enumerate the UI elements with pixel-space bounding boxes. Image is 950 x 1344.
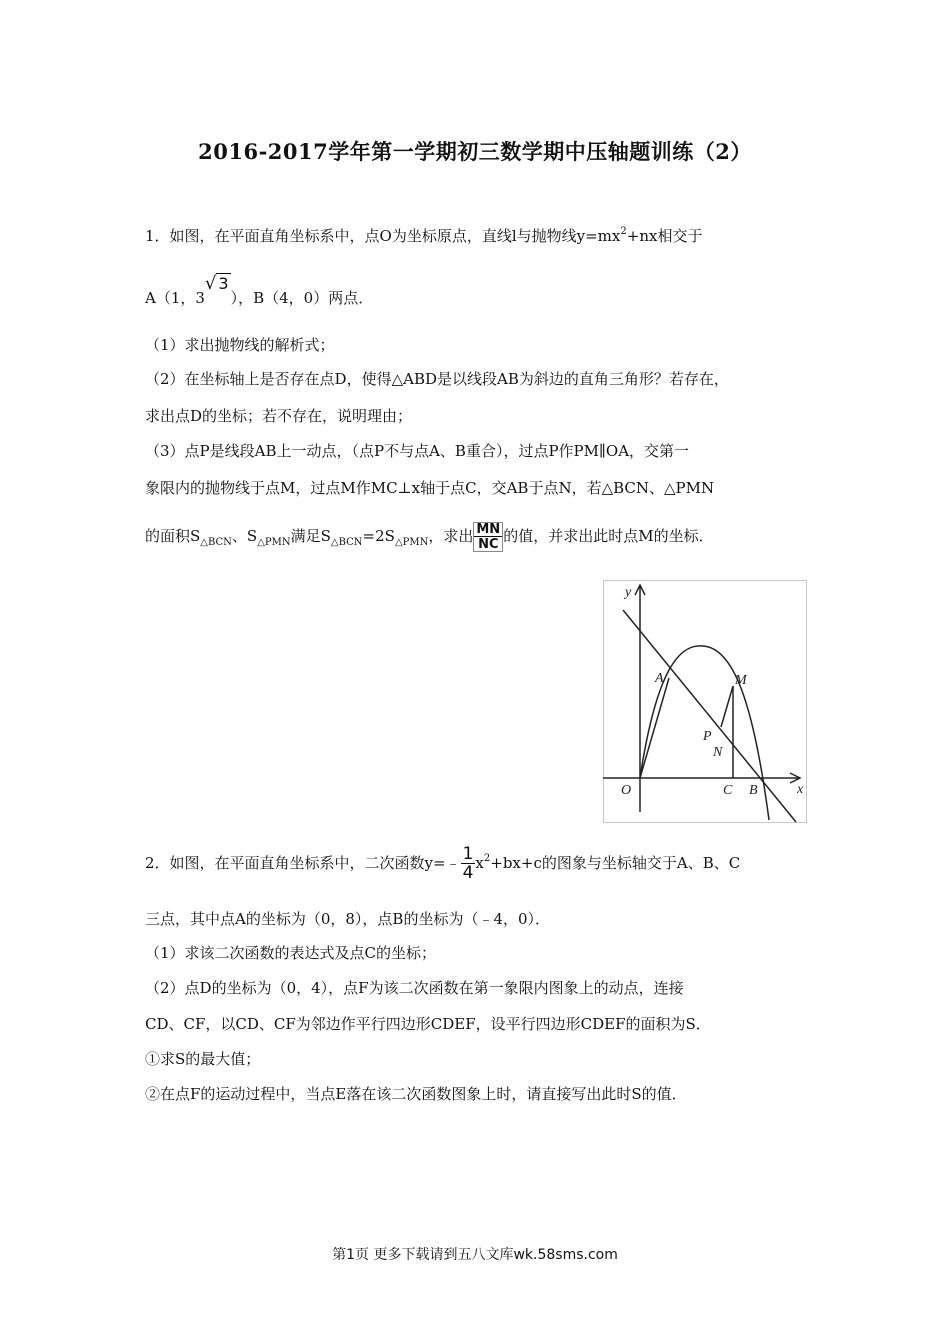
q2-line-1 — [145, 846, 740, 882]
q2-sub-2: ②在点F的运动过程中，当点E落在该二次函数图象上时，请直接写出此时S的值． — [145, 1085, 687, 1103]
q1-p3-text-6: 的值，并求出此时点M的坐标． — [503, 527, 714, 545]
label-p: P — [703, 729, 712, 744]
q1-part-3-line-3 — [145, 522, 714, 552]
q1-line1-exponent: 2 — [620, 226, 627, 237]
sqrt-radicand: 3 — [218, 274, 229, 293]
q1-p3-text-1: 的面积S — [145, 527, 201, 545]
sqrt-symbol: √ — [204, 273, 217, 294]
q1-p3-sub-2: △PMN — [257, 537, 291, 548]
fraction-numerator: MN — [476, 522, 501, 537]
q1-part-3-line-1: （3）点P是线段AB上一动点，（点P不与点A、B重合），过点P作PM∥OA，交第一 — [145, 442, 690, 460]
sqrt-three — [205, 273, 231, 294]
figure-frame — [604, 581, 807, 823]
q2-part-2-line-1: （2）点D的坐标为（0，4），点F为该二次函数在第一象限内图象上的动点，连接 — [145, 979, 684, 997]
q2-part-1: （1）求该二次函数的表达式及点C的坐标； — [145, 944, 437, 962]
label-m: M — [735, 673, 747, 688]
fraction-denominator: NC — [474, 536, 502, 551]
page-footer: 第1页 更多下载请到五八文库wk.58sms.com — [332, 1247, 618, 1263]
q1-p3-sub-1: △BCN — [200, 537, 232, 548]
label-c: C — [723, 783, 733, 798]
fraction-denominator: 4 — [462, 863, 474, 883]
label-n: N — [713, 745, 723, 760]
q1-p3-text-3: 满足S — [290, 527, 331, 545]
q1-p3-sub-3: △BCN — [330, 537, 363, 548]
q1-line-1 — [145, 225, 702, 246]
q1-line-2 — [145, 273, 374, 308]
q1-p3-sub-4: △PMN — [394, 537, 429, 548]
label-a: A — [655, 671, 664, 686]
q1-figure — [603, 580, 808, 824]
label-y: y — [625, 585, 632, 600]
fraction-one-quarter — [461, 846, 476, 882]
q1-p3-text-5: ，求出 — [428, 527, 474, 545]
q2-line1-text: 2．如图，在平面直角坐标系中，二次函数y=﹣ — [145, 854, 461, 872]
q2-part-2-line-2: CD、CF，以CD、CF为邻边作平行四边形CDEF，设平行四边形CDEF的面积为S． — [145, 1015, 711, 1033]
q1-part-1: （1）求出抛物线的解析式； — [145, 336, 335, 354]
q2-line-2: 三点，其中点A的坐标为（0，8），点B的坐标为（﹣4，0）． — [145, 910, 551, 928]
q1-p3-text-2: 、S — [231, 527, 258, 545]
q1-part-2-line-1: （2）在坐标轴上是否存在点D，使得△ABD是以线段AB为斜边的直角三角形？若存在， — [145, 370, 729, 388]
q1-part-2-line-2: 求出点D的坐标；若不存在，说明理由； — [145, 407, 413, 425]
label-x: x — [797, 782, 804, 797]
q1-line2-point-a: A（1，3 — [145, 289, 205, 307]
q2-sub-1: ①求S的最大值； — [145, 1050, 261, 1068]
q1-line1-text: 1．如图，在平面直角坐标系中，点O为坐标原点，直线l与抛物线y=mx — [145, 227, 621, 245]
label-o: O — [621, 783, 632, 798]
page-title: 2016-2017学年第一学期初三数学期中压轴题训练（2） — [198, 139, 752, 164]
label-b: B — [749, 783, 758, 798]
q2-line1-tail: +bx+c的图象与坐标轴交于A、B、C — [490, 854, 741, 872]
q1-line1-tail: +nx相交于 — [626, 227, 703, 245]
fraction-mn-over-nc — [473, 522, 503, 552]
q1-p3-text-4: =2S — [362, 527, 395, 545]
q2-line1-x: x — [475, 854, 484, 872]
q1-line2-point-b: ），B（4，0）两点． — [230, 289, 374, 307]
q1-part-3-line-2: 象限内的抛物线于点M，过点M作MC⊥x轴于点C，交AB于点N，若△BCN、△PMN — [145, 479, 715, 497]
q2-line1-exponent: 2 — [483, 853, 491, 864]
fraction-numerator: 1 — [462, 844, 474, 864]
